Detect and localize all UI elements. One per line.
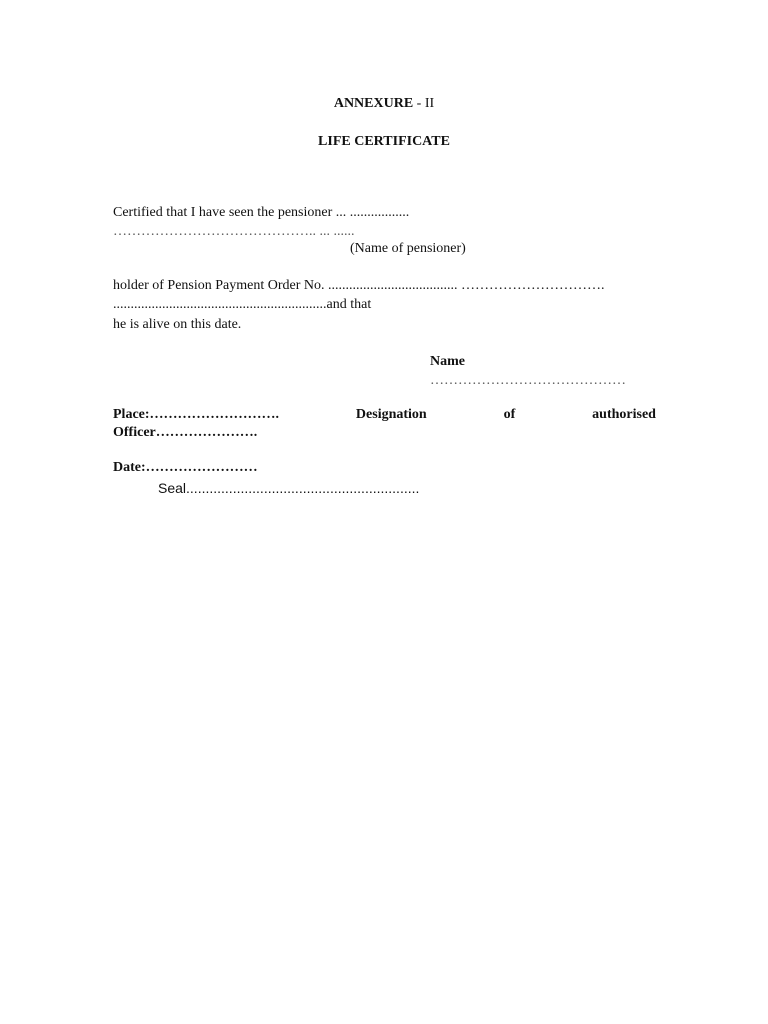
name-label: Name [430,354,465,369]
of-word: of [503,407,516,422]
name-signature-blank: …………………………………… [430,373,626,388]
ppo-continuation-line: .............................................................and that [113,297,372,312]
authorised-word: authorised [592,407,656,422]
alive-statement: he is alive on this date. [113,317,242,332]
place-designation-row [113,406,656,424]
designation-word: Designation [355,407,427,422]
annexure-heading [0,95,768,113]
pensioner-name-blank: …………………………………….. ... ...... [113,224,355,239]
date-label: Date:…………………… [113,460,258,475]
annexure-label: ANNEXURE [333,96,414,111]
name-of-pensioner-caption: (Name of pensioner) [350,241,466,256]
certified-line: Certified that I have seen the pensioner ... ................. [113,205,410,220]
document-title: LIFE CERTIFICATE [318,134,450,149]
seal-line: Seal............................................................ [158,480,420,496]
officer-line: Officer…………………. [113,425,258,440]
place-label: Place:………………………. [113,407,280,422]
annexure-suffix: - II [413,96,435,111]
ppo-line: holder of Pension Payment Order No. ..................................... …………………………. [113,278,605,293]
